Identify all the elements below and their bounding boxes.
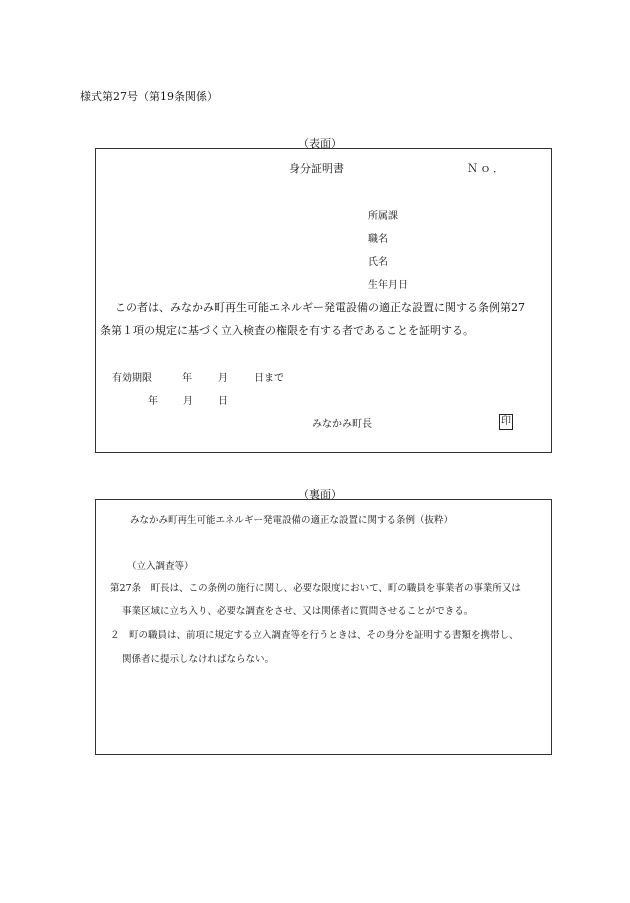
certificate-title: 身分証明書 <box>289 162 344 175</box>
field-birth-date: 生年月日 <box>368 280 408 291</box>
id-card-back <box>95 499 552 755</box>
validity-label: 有効期限 <box>112 373 152 384</box>
paragraph-2-line-1: ２ 町の職員は、前項に規定する立入調査等を行うときは、その身分を証明する書類を携帯し、 <box>110 630 519 641</box>
article-27-line-2: 事業区域に立ち入り、必要な調査をさせ、又は関係者に質問させることができる。 <box>122 606 474 617</box>
field-job-title: 職名 <box>368 234 388 245</box>
certificate-body-line-1: この者は、みなかみ町再生可能エネルギー発電設備の適正な設置に関する条例第27 <box>115 301 525 314</box>
field-name: 氏名 <box>368 257 388 268</box>
certificate-body-line-2: 条第１項の規定に基づく立入検査の権限を有する者であることを証明する。 <box>100 324 474 337</box>
id-card-front <box>95 148 552 453</box>
issue-month: 月 <box>183 396 193 407</box>
issuer-name: みなかみ町長 <box>312 419 372 430</box>
official-seal-mark: 印 <box>499 414 513 430</box>
validity-month: 月 <box>218 373 228 384</box>
certificate-number-label: Ｎｏ． <box>467 162 506 175</box>
issue-year: 年 <box>148 396 158 407</box>
front-side-label: （表面） <box>298 137 342 150</box>
validity-year: 年 <box>182 373 192 384</box>
section-title: （立入調査等） <box>127 561 194 572</box>
validity-day-until: 日まで <box>254 373 284 384</box>
issue-day: 日 <box>218 396 228 407</box>
back-side-label: （裏面） <box>298 488 342 501</box>
paragraph-2-line-2: 関係者に提示しなければならない。 <box>122 654 275 665</box>
ordinance-excerpt-heading: みなかみ町再生可能エネルギー発電設備の適正な設置に関する条例（抜粋） <box>130 515 454 526</box>
article-27-line-1: 第27条 町長は、この条例の施行に関し、必要な限度において、町の職員を事業者の事業所又は <box>110 583 521 594</box>
form-number-title: 様式第27号（第19条関係） <box>80 90 218 103</box>
field-department: 所属課 <box>368 211 398 222</box>
